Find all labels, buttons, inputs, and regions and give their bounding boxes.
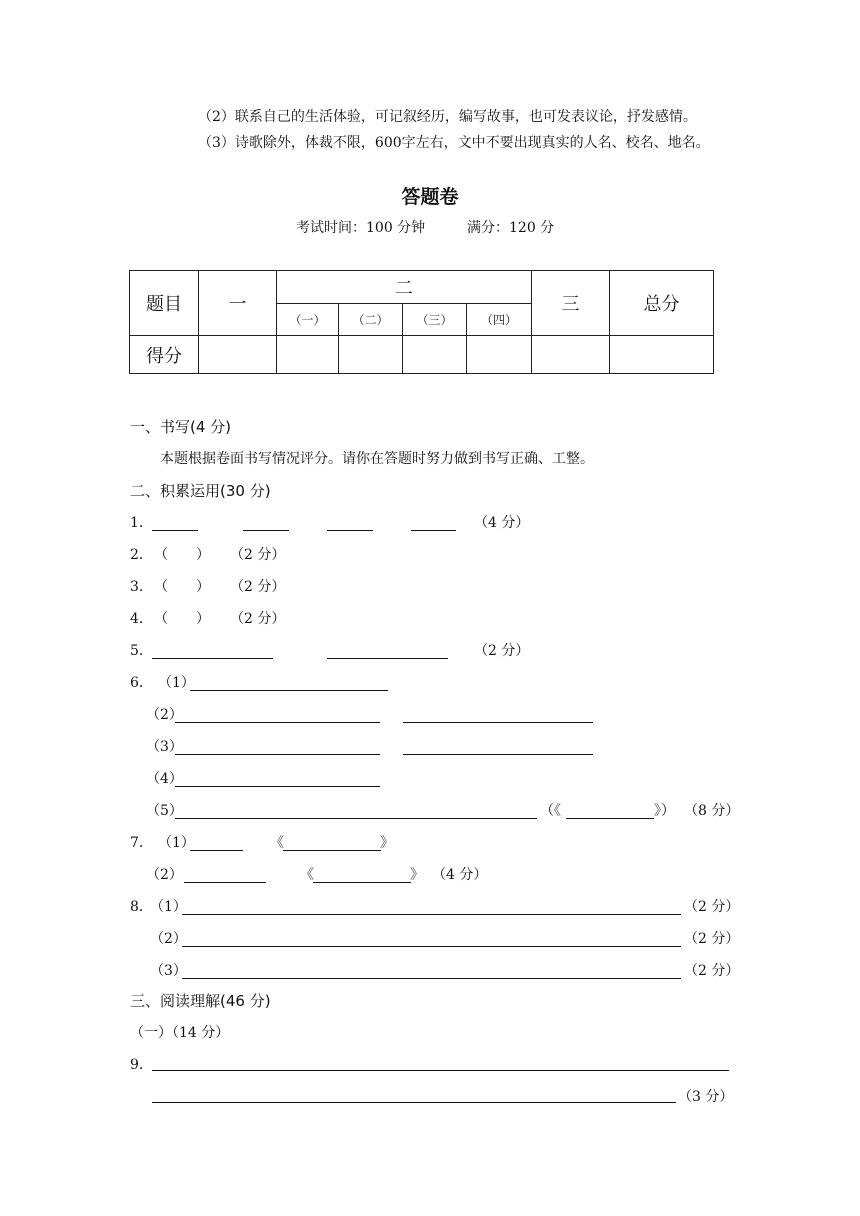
q9-points: （3 分） — [678, 1089, 734, 1105]
q7-sub-1: （1） — [158, 835, 195, 851]
score-cell-two-2[interactable] — [339, 336, 403, 374]
q1-blank-1[interactable] — [152, 530, 198, 531]
page-title: 答题卷 — [401, 186, 459, 208]
q5-blank-2[interactable] — [327, 658, 448, 659]
header-sub-1: （一） — [277, 304, 339, 336]
q5-points: （2 分） — [474, 643, 530, 659]
q1-number: 1． — [130, 515, 153, 531]
instruction-3: （3）诗歌除外，体裁不限，600字左右，文中不要出现真实的人名、校名、地名。 — [198, 135, 710, 151]
q1-blank-4[interactable] — [411, 530, 456, 531]
instruction-2: （2）联系自己的生活体验，可记叙经历，编写故事，也可发表议论，抒发感情。 — [198, 109, 697, 125]
q2-answer-paren[interactable]: （ ） — [154, 547, 210, 563]
section1-heading: 一、书写(4 分) — [130, 418, 232, 436]
q6-2-blank-1[interactable] — [175, 722, 380, 723]
header-sub-3: （三） — [403, 304, 467, 336]
q6-sub-2: （2） — [146, 707, 183, 723]
q6-4-blank[interactable] — [175, 786, 380, 787]
q3-number: 3． — [130, 579, 153, 595]
q2-points: （2 分） — [230, 547, 286, 563]
q7-sub-2: （2） — [146, 867, 183, 883]
q7-1-close: 》 — [380, 835, 394, 851]
q8-sub-2: （2） — [150, 931, 187, 947]
q2-number: 2． — [130, 547, 153, 563]
header-sub-2: （二） — [339, 304, 403, 336]
score-cell-two-3[interactable] — [403, 336, 467, 374]
score-cell-one[interactable] — [199, 336, 277, 374]
q7-2-book-blank[interactable] — [313, 882, 411, 883]
q8-1-blank[interactable] — [182, 914, 681, 915]
section3-part1: （一）（14 分） — [130, 1025, 230, 1041]
q7-1-open: 《 — [270, 835, 284, 851]
q1-points: （4 分） — [474, 515, 530, 531]
q9-number: 9． — [130, 1057, 153, 1073]
q3-points: （2 分） — [230, 579, 286, 595]
q5-blank-1[interactable] — [152, 658, 273, 659]
q6-points: （8 分） — [684, 803, 740, 819]
q7-2-close: 》 — [410, 867, 424, 883]
q6-3-blank-1[interactable] — [175, 754, 380, 755]
q6-1-blank[interactable] — [190, 690, 388, 691]
q7-2-blank[interactable] — [184, 882, 266, 883]
header-total: 总分 — [610, 271, 714, 336]
q1-blank-2[interactable] — [243, 530, 289, 531]
score-table — [129, 270, 714, 374]
q3-answer-paren[interactable]: （ ） — [154, 579, 210, 595]
q7-1-blank[interactable] — [190, 850, 243, 851]
q6-sub-5: （5） — [146, 803, 183, 819]
q7-number: 7． — [130, 835, 153, 851]
full-score: 满分：120 分 — [467, 220, 555, 236]
q4-answer-paren[interactable]: （ ） — [154, 611, 210, 627]
section1-text: 本题根据卷面书写情况评分。请你在答题时努力做到书写正确、工整。 — [160, 451, 594, 467]
header-sub-4: （四） — [467, 304, 532, 336]
section2-heading: 二、积累运用(30 分) — [130, 482, 271, 500]
q5-number: 5． — [130, 643, 153, 659]
header-three: 三 — [532, 271, 610, 336]
section3-heading: 三、阅读理解(46 分) — [130, 992, 271, 1010]
q6-sub-4: （4） — [146, 771, 183, 787]
q8-2-blank[interactable] — [182, 946, 681, 947]
q6-book-open: （《 — [540, 803, 561, 819]
row-score-label: 得分 — [130, 336, 199, 374]
header-one: 一 — [199, 271, 277, 336]
q7-2-open: 《 — [300, 867, 314, 883]
q9-blank-1[interactable] — [152, 1070, 729, 1071]
header-topic: 题目 — [130, 271, 199, 336]
q8-sub-3: （3） — [150, 963, 187, 979]
score-cell-two-1[interactable] — [277, 336, 339, 374]
q8-sub-1: （1） — [150, 899, 187, 915]
q6-book-blank[interactable] — [566, 818, 654, 819]
score-cell-total[interactable] — [610, 336, 714, 374]
q1-blank-3[interactable] — [327, 530, 373, 531]
header-two: 二 — [277, 271, 532, 304]
q4-number: 4． — [130, 611, 153, 627]
score-cell-two-4[interactable] — [467, 336, 532, 374]
q6-5-blank[interactable] — [175, 818, 537, 819]
q7-points: （4 分） — [432, 867, 488, 883]
q8-3-blank[interactable] — [182, 978, 681, 979]
exam-time: 考试时间：100 分钟 — [296, 220, 426, 236]
q8-1-points: （2 分） — [684, 899, 740, 915]
q7-1-book-blank[interactable] — [283, 850, 381, 851]
q6-book-close: 》） — [654, 803, 675, 819]
q4-points: （2 分） — [230, 611, 286, 627]
q8-3-points: （2 分） — [684, 963, 740, 979]
q8-2-points: （2 分） — [684, 931, 740, 947]
q9-blank-2[interactable] — [152, 1102, 676, 1103]
q8-number: 8． — [130, 899, 153, 915]
q6-number: 6． — [130, 675, 153, 691]
q6-sub-1: （1） — [158, 675, 195, 691]
score-cell-three[interactable] — [532, 336, 610, 374]
q6-2-blank-2[interactable] — [403, 722, 593, 723]
q6-3-blank-2[interactable] — [403, 754, 593, 755]
q6-sub-3: （3） — [146, 739, 183, 755]
